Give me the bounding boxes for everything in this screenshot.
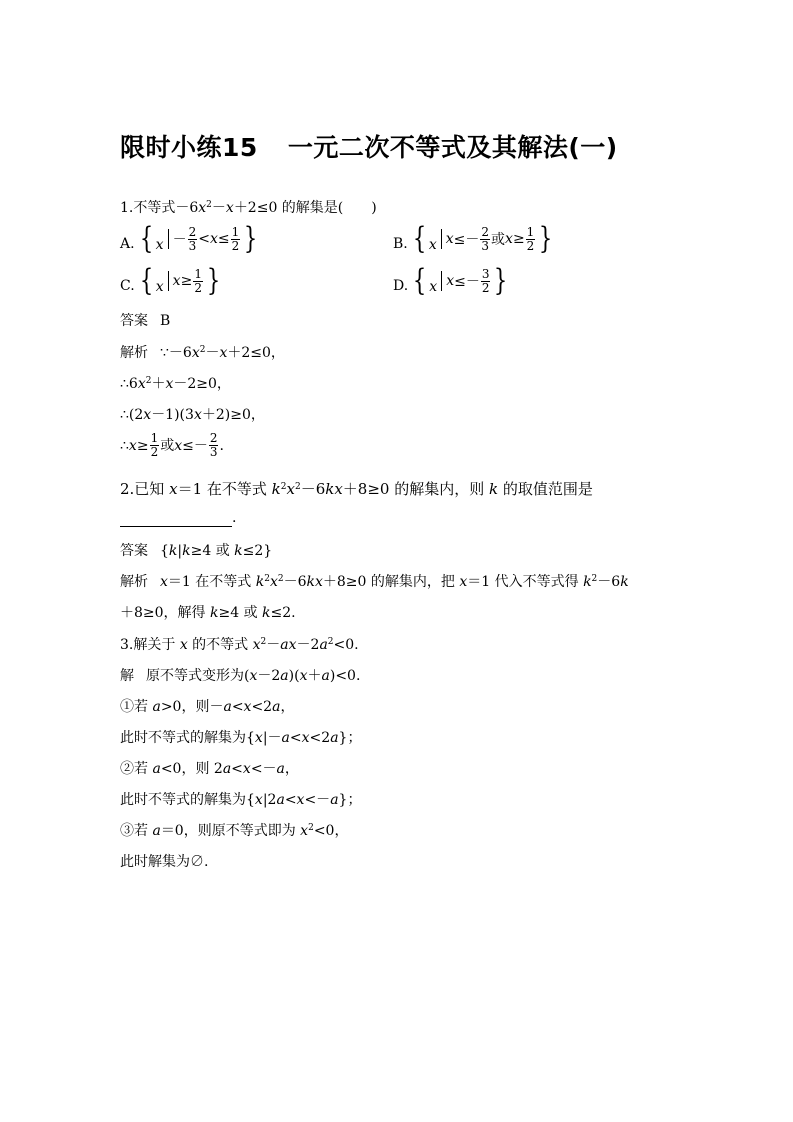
question-1-solution-line-4: ∴ x ≥ $\frac{1}{2}$ 或 x ≤－ $\frac{2}{3}$ . [120,431,224,459]
answer-blank[interactable] [120,512,232,527]
question-3-case-2-set: 此时不等式的解集为{x|2a<x<－a}； [120,792,362,808]
question-2-stem: 2.已知 x＝1 在不等式 $k^2x^2-6kx+8\ge 0$ 的解集内，则 k 的取值范围是 [120,480,593,498]
option-c[interactable]: C. { x x ≥ $\frac{1}{2}$ } [120,263,221,298]
question-1-answer: 答案 B [120,313,171,329]
question-1-stem: 1.不等式$-6x^2-x+2\le 0$ 的解集是( ) [120,200,377,216]
question-2-answer: 答案 {k|k≥4 或 k≤2} [120,543,273,559]
question-2-solution-line-1: 解析 x＝1 在不等式 $k^2x^2-6kx+8\ge 0$ 的解集内，把 x＝1 代入不等式得 $k^2-6k$ [120,574,629,590]
question-3-stem: 3.解关于 x 的不等式 $x^2-ax-2a^2<0$. [120,637,359,653]
page-title: 限时小练15 一元二次不等式及其解法(一) [120,133,618,162]
question-3-case-1: ①若 a>0，则－a<x<2a， [120,699,295,715]
question-3-case-2: ②若 a<0，则 2a<x<－a， [120,761,299,777]
question-1-solution-line-3: ∴(2x－1)(3x＋2)≥0， [120,407,265,423]
question-3-solution-line-1: 解 原不等式变形为(x－2a)(x＋a)<0. [120,668,361,684]
option-a[interactable]: A. { x － $\frac{2}{3}$ < x ≤ $\frac{1}{2}$ } [120,221,258,256]
question-3-case-1-set: 此时不等式的解集为{x|－a<x<2a}； [120,730,362,746]
question-1-solution-line-1: 解析 $\because-6x^2-x+2\le 0$， [120,345,285,361]
option-b[interactable]: B. { x x ≤－ $\frac{2}{3}$ 或 x ≥ $\frac{1}{2}$ } [393,221,553,256]
option-d[interactable]: D. { x x ≤－ $\frac{3}{2}$ } [393,263,508,298]
question-2-solution-line-2: ＋8≥0，解得 k≥4 或 k≤2. [120,605,296,621]
question-3-case-3: ③若 a＝0，则原不等式即为 $x^2<0$， [120,823,349,839]
question-2-blank: . [120,509,236,527]
question-3-case-3-set: 此时解集为∅. [120,854,209,870]
question-1-solution-line-2: $\therefore 6x^2+x-2\ge 0$， [120,376,231,392]
